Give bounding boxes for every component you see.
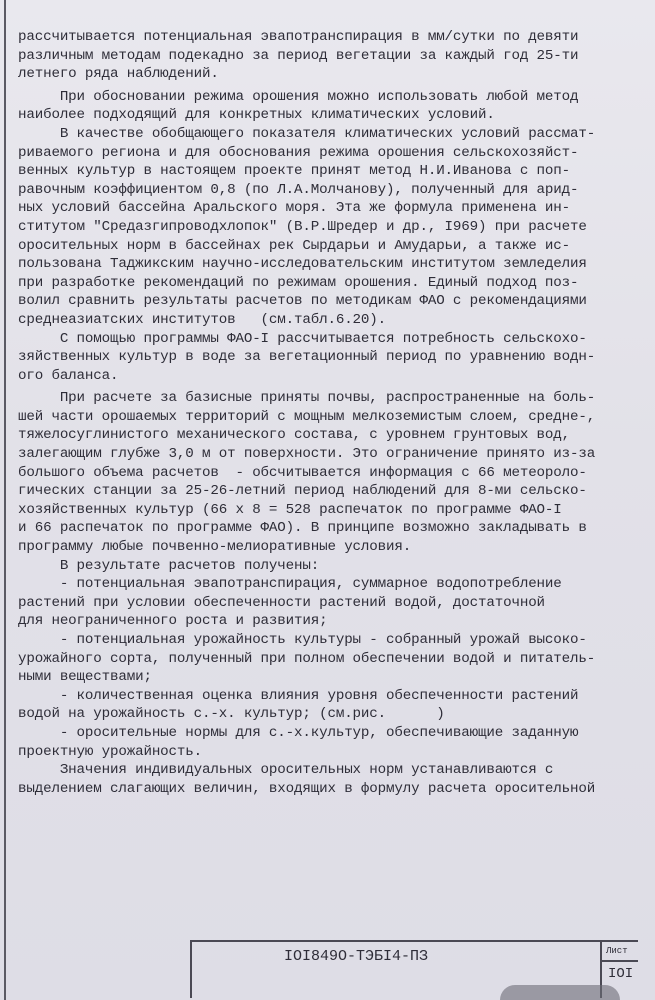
sheet-label: Лист xyxy=(606,946,628,956)
text-line: Значения индивидуальных оросительных норм устанавливаются с xyxy=(18,762,554,779)
stamp-divider-horizontal xyxy=(600,960,638,962)
text-line: для неограниченного роста и развития; xyxy=(18,613,328,630)
text-line: В результате расчетов получены: xyxy=(18,557,320,574)
text-line: гических станции за 25-26-летний период наблюдений для 8-ми сельско- xyxy=(18,483,587,500)
text-line: при разработке рекомендаций по режимам орошения. Единый подход поз- xyxy=(18,274,579,291)
text-line: программу любые почвенно-мелиоративные условия. xyxy=(18,539,412,556)
frame-border-left xyxy=(4,0,6,1000)
text-line: ными веществами; xyxy=(18,669,152,686)
text-line: - количественная оценка влияния уровня обеспеченности растений xyxy=(18,687,579,704)
text-line: ого баланса. xyxy=(18,367,119,384)
text-line: венных культур в настоящем проекте принят метод Н.И.Иванова с поп- xyxy=(18,163,571,180)
text-line: тяжелосуглинистого механического состава, с уровнем грунтовых вод, xyxy=(18,427,571,444)
text-line: хозяйственных культур (66 х 8 = 528 распечаток по программе ФАО-I xyxy=(18,501,562,518)
sheet-number: IOI xyxy=(608,966,634,982)
text-line: растений при условии обеспеченности растений водой, достаточной xyxy=(18,594,545,611)
text-line: ститутом "Средазгипроводхлопок" (В.Р.Шредер и др., I969) при расчете xyxy=(18,218,587,235)
text-line: - потенциальная урожайность культуры - собранный урожай высоко- xyxy=(18,632,587,648)
text-line: и 66 распечаток по программе ФАО). В принципе возможно закладывать в xyxy=(18,520,587,537)
text-line: выделением слагающих величин, входящих в формулу расчета оросительной xyxy=(18,780,596,797)
text-line: В качестве обобщающего показателя климатических условий рассмат- xyxy=(18,125,596,142)
text-line: урожайного сорта, полученный при полном обеспечении водой и питатель- xyxy=(18,650,596,667)
text-line: наиболее подходящий для конкретных климатических условий. xyxy=(18,107,495,124)
text-line: оросительных норм в бассейнах рек Сырдарьи и Амударьи, а также ис- xyxy=(18,237,571,254)
text-line: равочным коэффициентом 0,8 (по Л.А.Молчанову), полученный для арид- xyxy=(18,181,579,198)
text-line: - потенциальная эвапотранспирация, суммарное водопотребление xyxy=(18,576,562,593)
text-line: рассчитывается потенциальная эвапотранспирация в мм/сутки по девяти xyxy=(18,29,579,45)
text-line: большого объема расчетов - обсчитывается информация с 66 метеороло- xyxy=(18,464,587,481)
text-line: При расчете за базисные приняты почвы, распространенные на боль- xyxy=(18,390,596,407)
document-code: IOI849O-ТЭБI4-ПЗ xyxy=(284,948,429,965)
text-line: пользована Таджикским научно-исследовательским институтом земледелия xyxy=(18,256,587,273)
text-line: риваемого региона и для обоснования режима орошения сельскохозяйст- xyxy=(18,144,579,161)
text-line: зяйственных культур в воде за вегетационный период по уравнению водн- xyxy=(18,349,596,366)
text-line: проектную урожайность. xyxy=(18,743,203,760)
text-line: различным методам подекадно за период вегетации за каждый год 25-ти xyxy=(18,47,579,64)
text-line: летнего ряда наблюдений. xyxy=(18,66,219,83)
text-line: - оросительные нормы для с.-х.культур, обеспечивающие заданную xyxy=(18,724,579,741)
page-curl-shadow xyxy=(500,985,620,1000)
text-line: С помощью программы ФАО-I рассчитывается потребность сельскохо- xyxy=(18,330,587,347)
text-line: волил сравнить результаты расчетов по методикам ФАО с рекомендациями xyxy=(18,293,587,310)
document-text xyxy=(18,28,643,798)
text-line: водой на урожайность с.-х. культур; (см.рис. ) xyxy=(18,706,445,723)
text-line: При обосновании режима орошения можно использовать любой метод xyxy=(18,88,579,105)
text-line: шей части орошаемых территорий с мощным мелкоземистым слоем, средне-, xyxy=(18,408,596,425)
text-line: ных условий бассейна Аральского моря. Эта же формула применена ин- xyxy=(18,200,571,217)
text-line: среднеазиатских институтов (см.табл.6.20). xyxy=(18,311,387,328)
text-line: залегающим глубже 3,0 м от поверхности. Это ограничение принято из-за xyxy=(18,446,596,463)
